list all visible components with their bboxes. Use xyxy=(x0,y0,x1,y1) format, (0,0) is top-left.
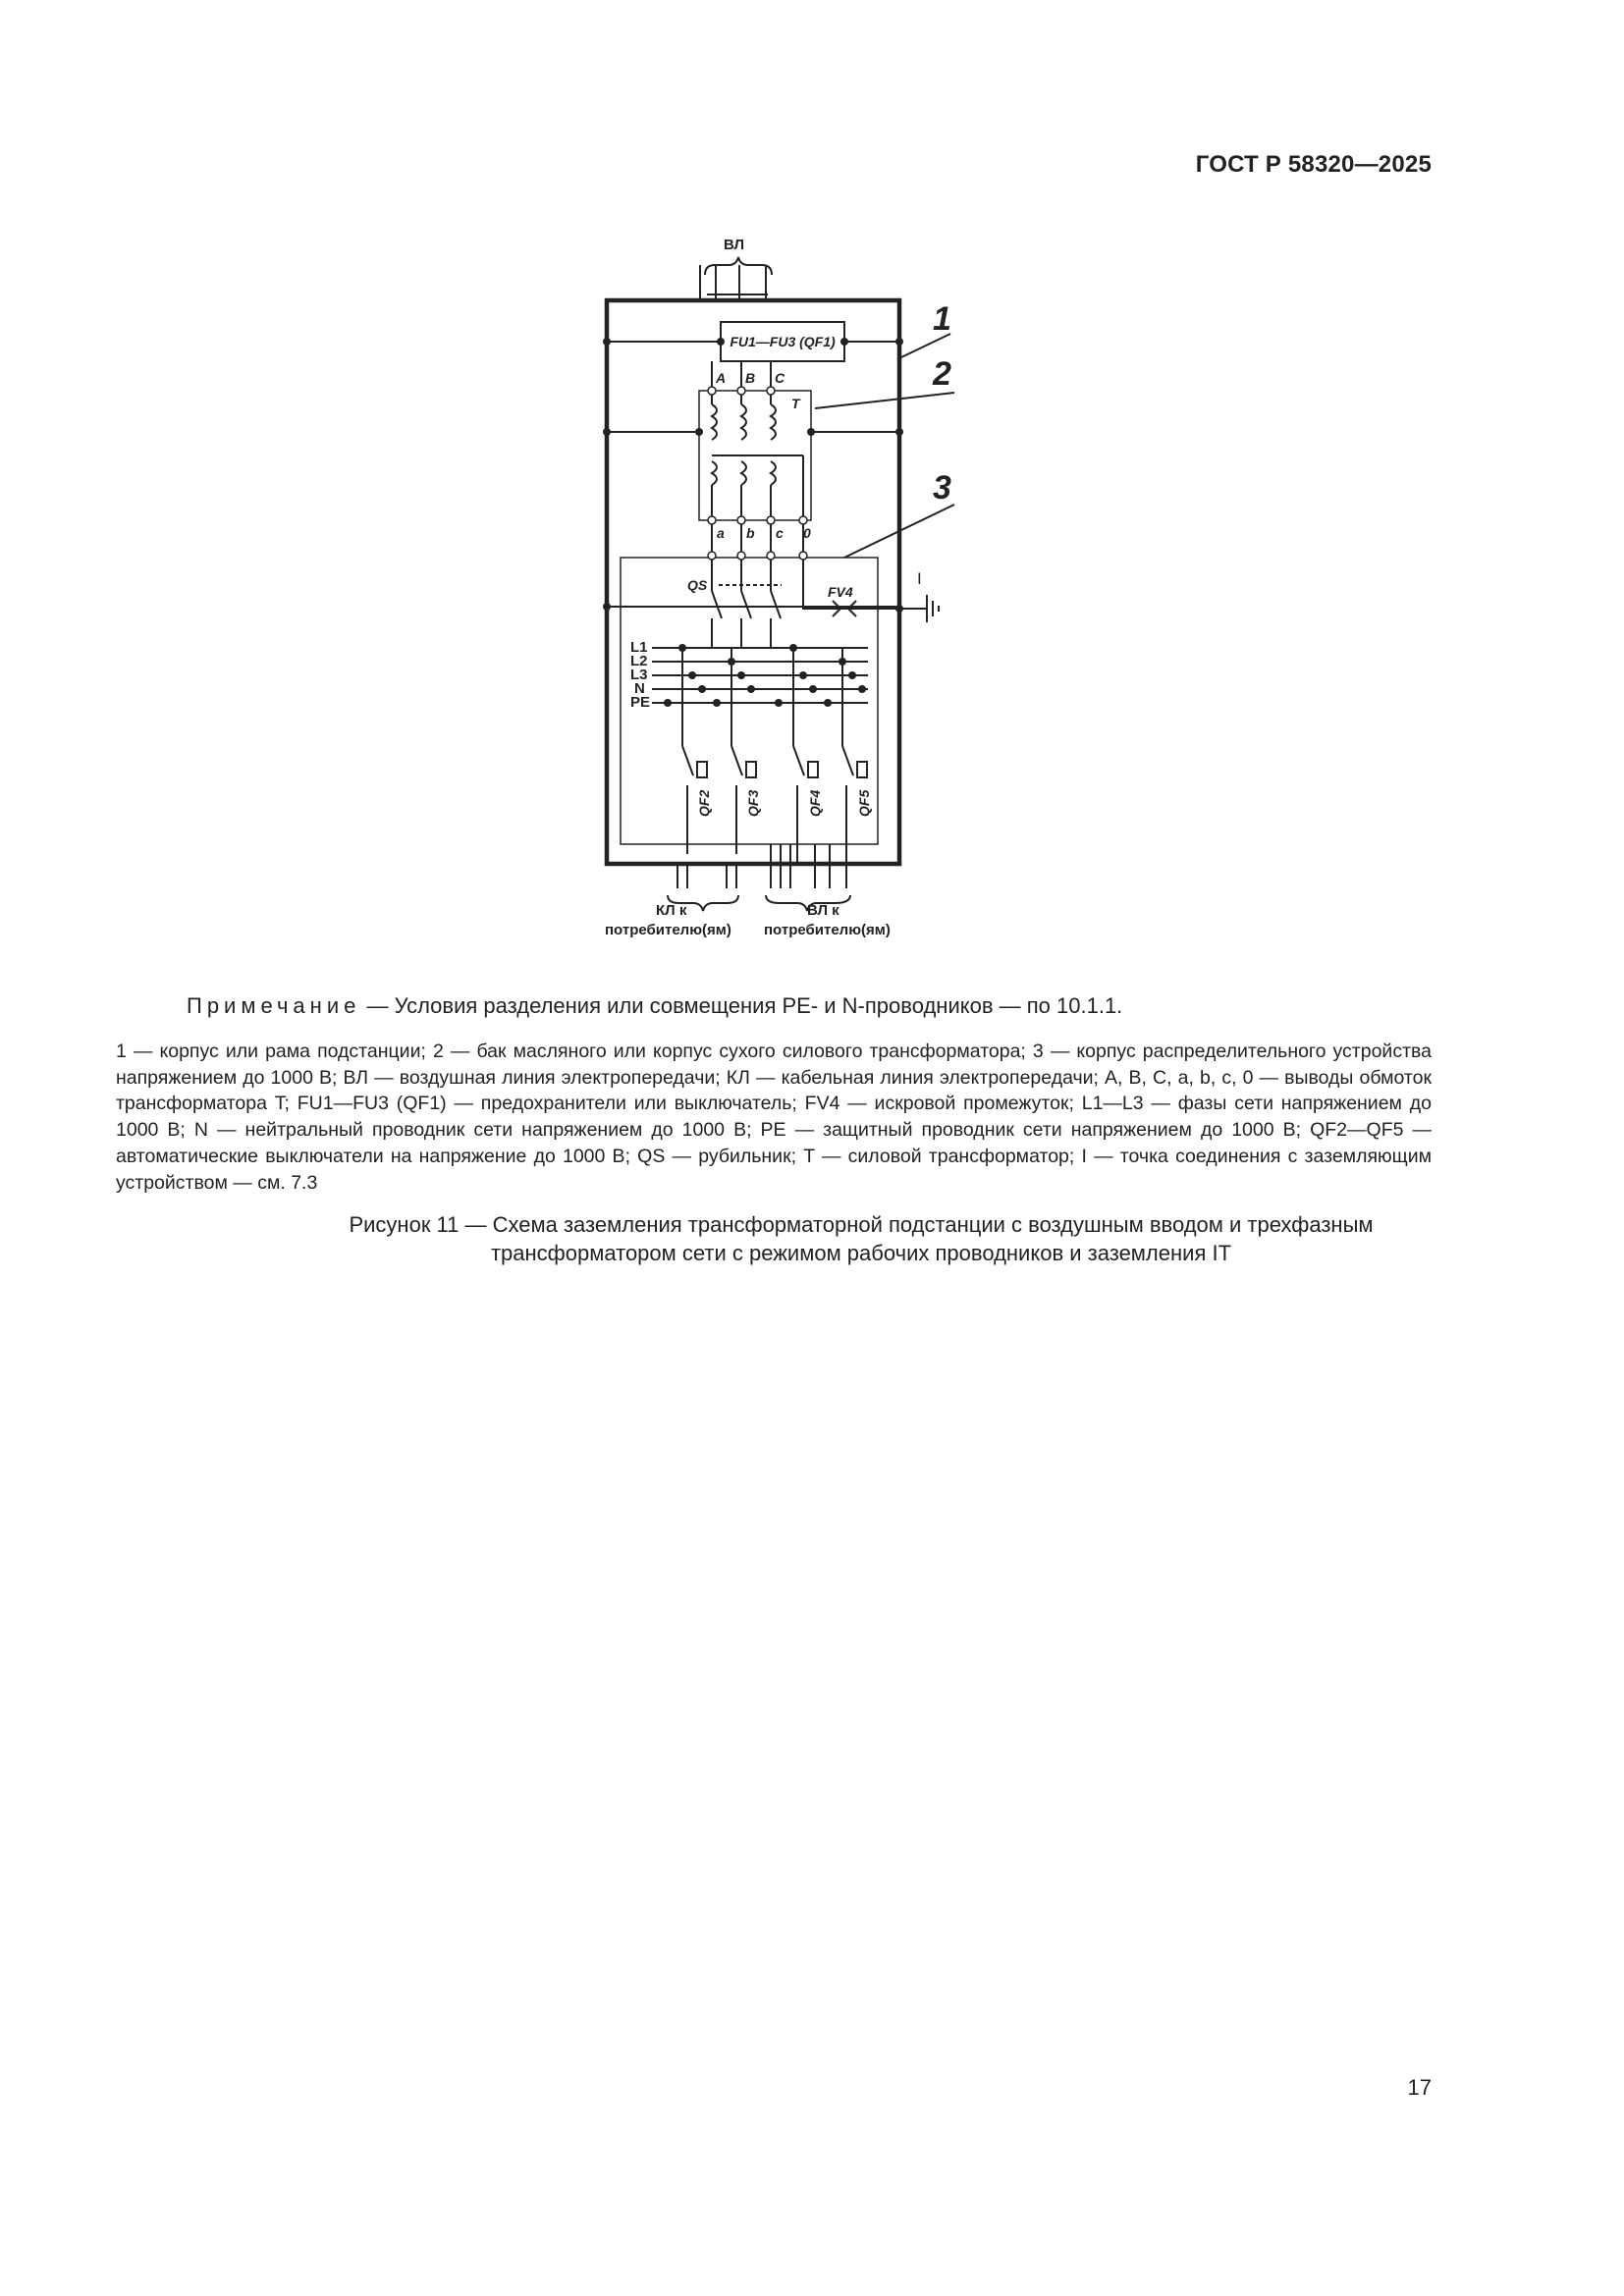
caption-line-2: трансформатором сети с режимом рабочих проводников и заземления IT xyxy=(490,1241,1232,1265)
ground-point-label: I xyxy=(917,569,922,588)
bus-l1-label: L1 xyxy=(630,639,648,656)
terminal-c-primary: C xyxy=(775,370,785,386)
bus-n-label: N xyxy=(634,680,645,697)
page-number: 17 xyxy=(1407,2075,1432,2100)
terminal-a-primary: A xyxy=(716,370,727,386)
note-text: — Условия разделения или совмещения PE- и N-проводников — по 10.1.1. xyxy=(366,993,1123,1018)
substation-grounding-schematic xyxy=(0,0,1624,982)
breaker-qf5-label: QF5 xyxy=(856,789,872,817)
spark-gap-label: FV4 xyxy=(828,584,853,600)
overhead-line-label: ВЛ xyxy=(724,237,744,253)
feeder-qf3 xyxy=(731,648,756,854)
terminal-a-secondary: a xyxy=(717,525,725,541)
figure-legend: 1 — корпус или рама подстанции; 2 — бак масляного или корпус сухого силового трансформатора; 3 — корпус распределительного устройства напряжением до 1000 В; ВЛ — воздушная линия электропередачи; КЛ — кабельная линия электропередачи; A, B, C, a, b, c, 0 — выводы обмоток трансформатора T; FU1—FU3 (QF1) — предохранители или выключатель; FV4 — искровой промежуток; L1—L3 — фазы сети напряжением до 1000 В; N — нейтральный проводник сети напряжением до 1000 В; PE — защитный проводник сети напряжением до 1000 В; QF2—QF5 — автоматические выключатели на напряжение до 1000 В; QS — рубильник; T — силовой трансформатор; I — точка соединения с заземляющим устройством — см. 7.3 xyxy=(116,1041,1432,1194)
note-label: Примечание xyxy=(187,993,361,1018)
terminal-0-secondary: 0 xyxy=(803,525,811,541)
breaker-qf2-label: QF2 xyxy=(696,789,712,817)
callout-1: 1 xyxy=(933,300,951,338)
fuse-block-label: FU1—FU3 (QF1) xyxy=(730,334,836,349)
bus-l2-label: L2 xyxy=(630,653,648,669)
bus-pe-label: PE xyxy=(630,694,651,711)
figure-note xyxy=(187,993,1122,1019)
cable-out-label-line2: потребителю(ям) xyxy=(605,922,731,938)
breaker-qf3-label: QF3 xyxy=(745,789,761,817)
terminal-b-secondary: b xyxy=(746,525,755,541)
cable-out-label-line1: КЛ к xyxy=(656,902,687,919)
overhead-out-label-line1: ВЛ к xyxy=(807,902,839,919)
feeder-qf4 xyxy=(793,648,818,864)
breaker-qf4-label: QF4 xyxy=(807,789,823,817)
callout-3: 3 xyxy=(933,469,951,507)
terminal-b-primary: B xyxy=(745,370,756,386)
figure-caption xyxy=(116,1210,1606,1267)
transformer-label: T xyxy=(791,396,800,411)
feeder-qf2 xyxy=(682,648,707,854)
overhead-out-label-line2: потребителю(ям) xyxy=(764,922,891,938)
caption-line-1: Рисунок 11 — Схема заземления трансформаторной подстанции с воздушным вводом и трехфазным xyxy=(349,1212,1374,1237)
document-number: ГОСТ Р 58320—2025 xyxy=(1195,151,1432,178)
terminal-c-secondary: c xyxy=(776,525,784,541)
callout-2: 2 xyxy=(933,355,951,393)
feeder-qf5 xyxy=(842,648,867,864)
switch-qs-label: QS xyxy=(687,577,708,593)
bus-l3-label: L3 xyxy=(630,667,648,683)
